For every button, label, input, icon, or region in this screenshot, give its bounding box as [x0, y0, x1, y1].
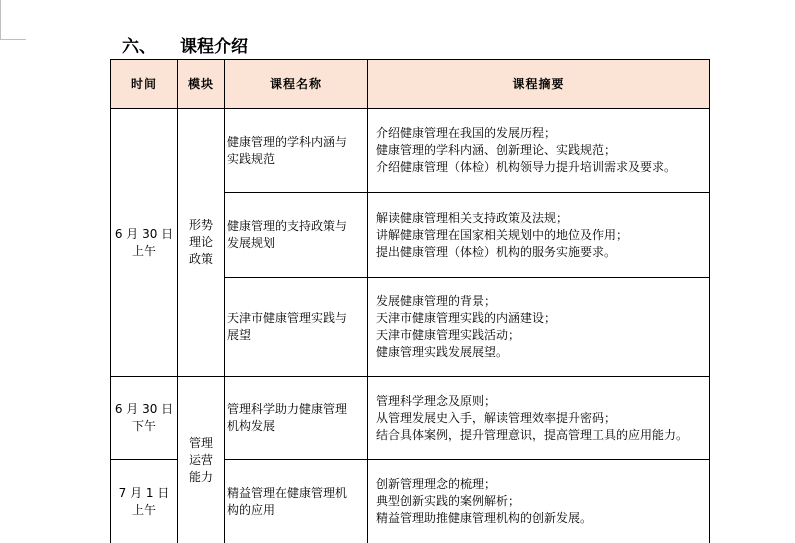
- course-name-cell: 管理科学助力健康管理 机构发展: [225, 377, 368, 460]
- course-name-cell: 健康管理的学科内涵与 实践规范: [225, 109, 368, 193]
- course-summary-cell: 发展健康管理的背景； 天津市健康管理实践的内涵建设； 天津市健康管理实践活动； 健康管理实践发展展望。: [368, 278, 710, 377]
- course-name-cell: 健康管理的支持政策与 发展规划: [225, 193, 368, 278]
- header-time: 时间: [111, 60, 178, 109]
- table-row: [111, 377, 710, 460]
- header-module: 模块: [178, 60, 225, 109]
- course-name-cell: 天津市健康管理实践与 展望: [225, 278, 368, 377]
- course-summary-cell: 介绍健康管理在我国的发展历程； 健康管理的学科内涵、创新理论、实践规范； 介绍健康管理（体检）机构领导力提升培训需求及要求。: [368, 109, 710, 193]
- header-summary: 课程摘要: [368, 60, 710, 109]
- time-cell: 6 月 30 日 下午: [111, 377, 178, 460]
- course-name-cell: 精益管理在健康管理机 构的应用: [225, 460, 368, 543]
- course-summary-cell: 解读健康管理相关支持政策及法规； 讲解健康管理在国家相关规划中的地位及作用； 提出健康管理（体检）机构的服务实施要求。: [368, 193, 710, 278]
- course-summary-cell: 管理科学理念及原则； 从管理发展史入手，解读管理效率提升密码； 结合具体案例，提升管理意识，提高管理工具的应用能力。: [368, 377, 710, 460]
- course-summary-cell: 创新管理理念的梳理； 典型创新实践的案例解析； 精益管理助推健康管理机构的创新发展。: [368, 460, 710, 543]
- section-title: 课程介绍: [180, 37, 248, 57]
- table-header-row: [111, 60, 710, 109]
- module-cell: 形势 理论 政策: [178, 109, 225, 377]
- time-cell: 7 月 1 日 上午: [111, 460, 178, 543]
- module-cell: 管理 运营 能力: [178, 377, 225, 543]
- time-cell: 6 月 30 日 上午: [111, 109, 178, 377]
- course-table: [110, 59, 710, 543]
- section-number: 六、: [122, 37, 156, 57]
- table-row: [111, 109, 710, 193]
- header-course-name: 课程名称: [225, 60, 368, 109]
